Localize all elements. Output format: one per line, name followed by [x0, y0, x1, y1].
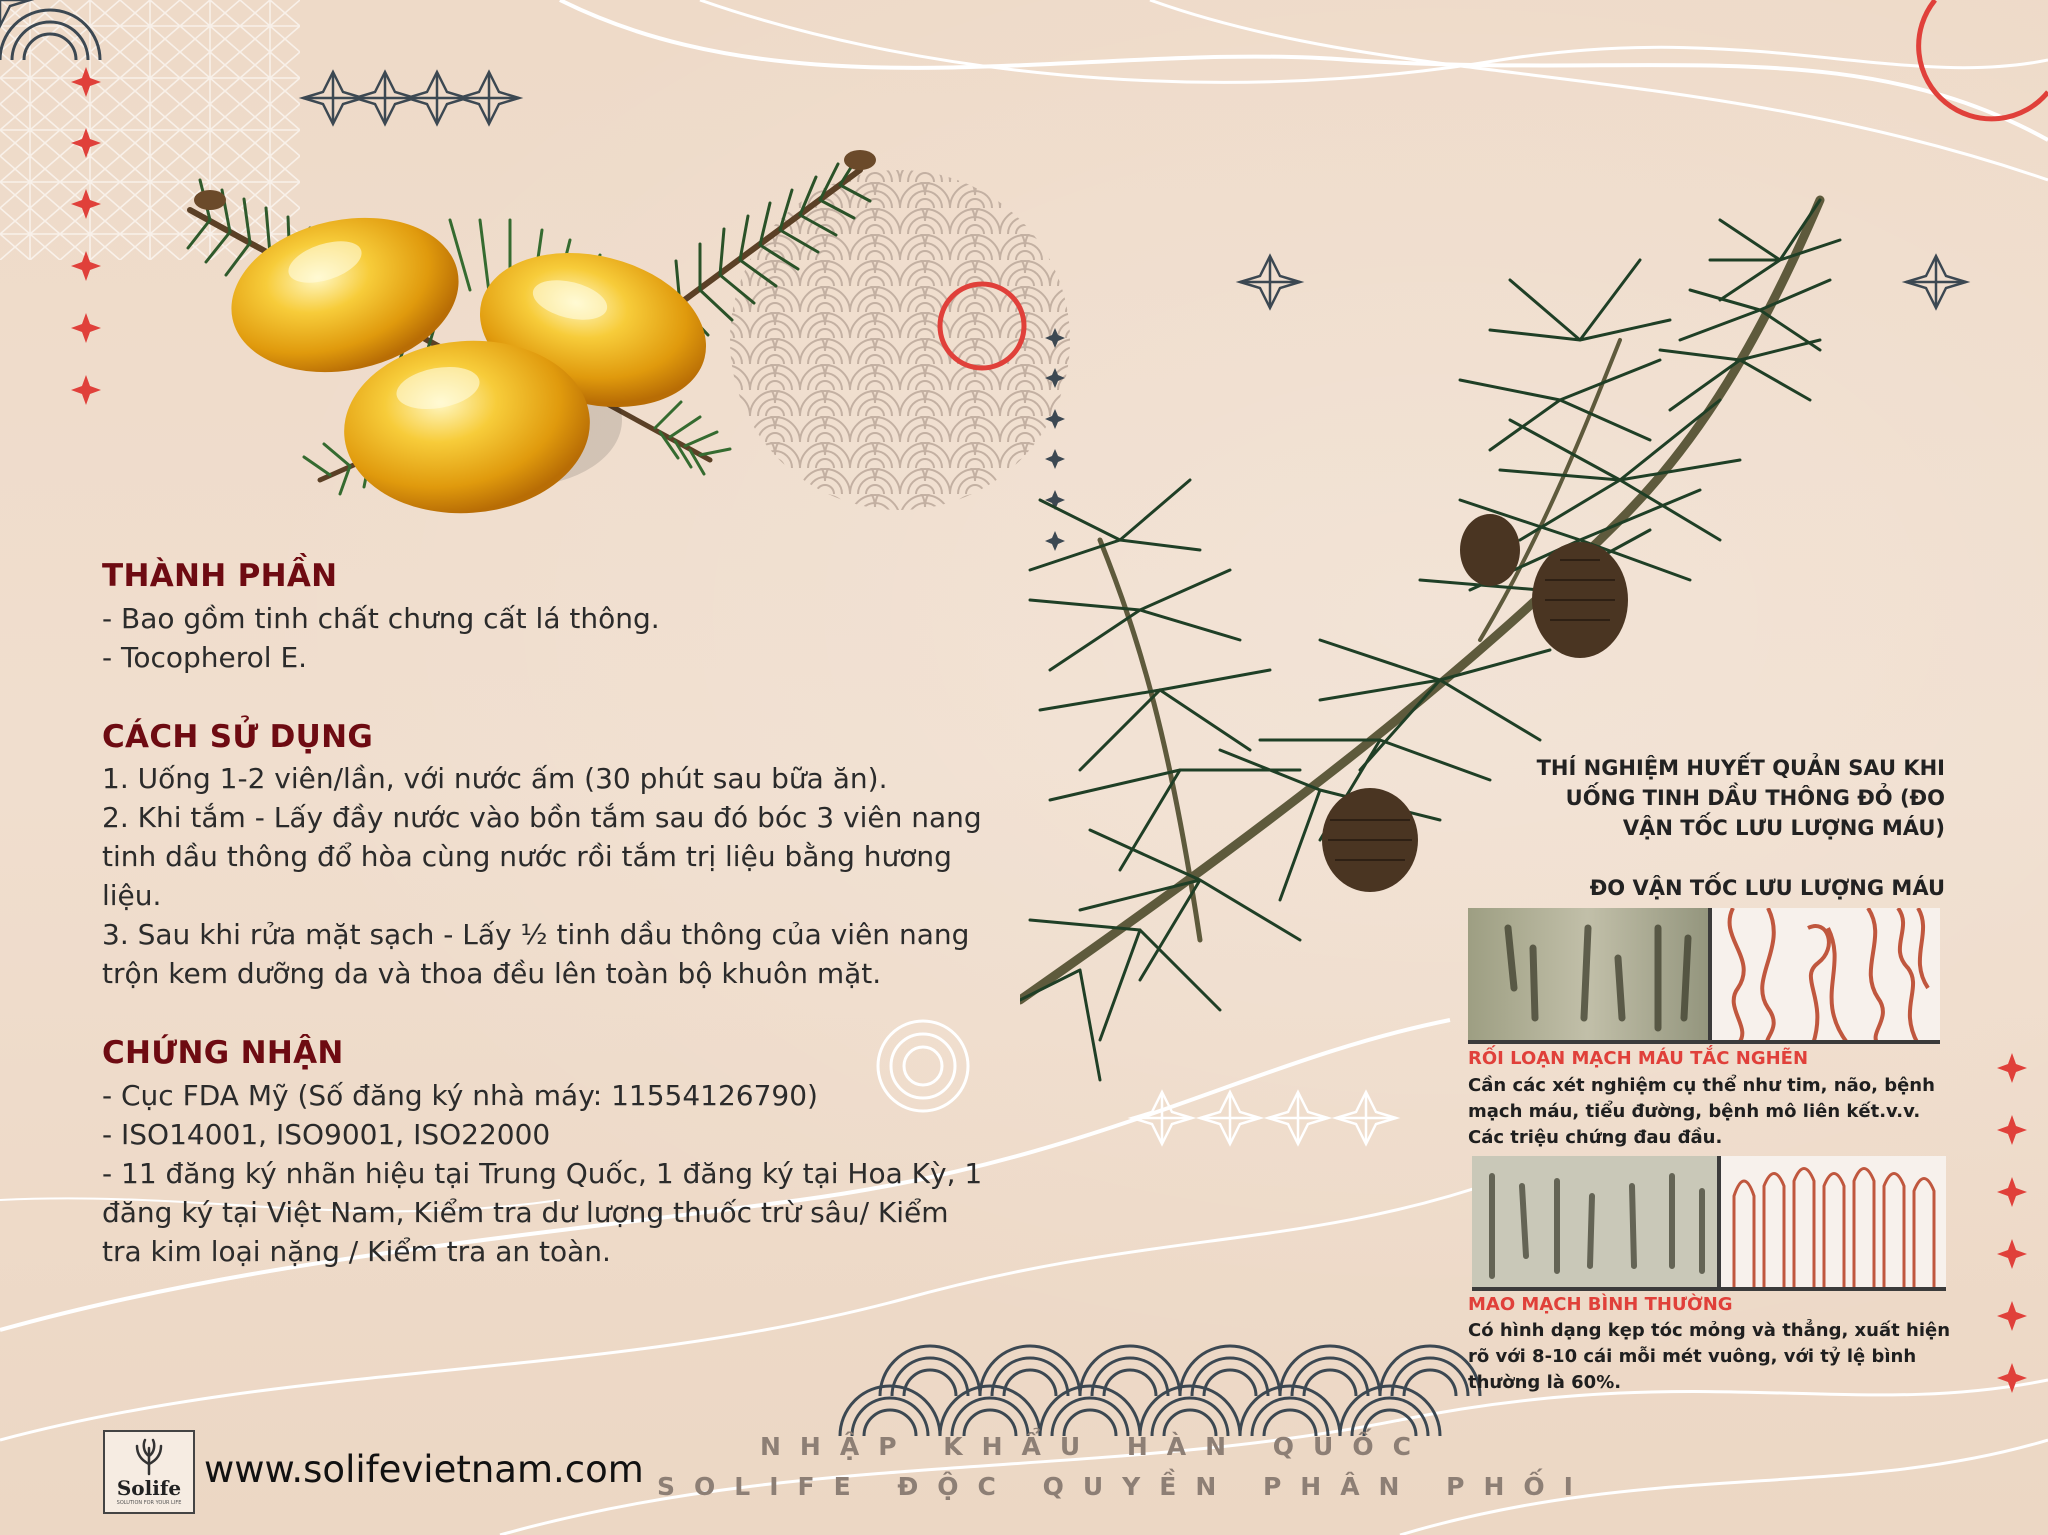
description-line: Cần các xét nghiệm cụ thể như tim, não, bệnh	[1468, 1075, 1935, 1096]
description-line: Có hình dạng kẹp tóc mỏng và thẳng, xuất hiện	[1468, 1320, 1951, 1341]
usage-line: 1. Uống 1-2 viên/lần, với nước ấm (30 phút sau bữa ăn).	[102, 762, 888, 795]
logo-tagline: SOLUTION FOR YOUR LIFE	[116, 1500, 182, 1506]
normal-capillary-label: MAO MẠCH BÌNH THƯỜNG	[1468, 1294, 1733, 1315]
usage-line: 2. Khi tắm - Lấy đầy nước vào bồn tắm sau đó bóc 3 viên nang	[102, 801, 982, 834]
certification-heading: CHỨNG NHẬN	[102, 1035, 344, 1071]
certification-line: - ISO14001, ISO9001, ISO22000	[102, 1118, 551, 1151]
certification-line: đăng ký tại Việt Nam, Kiểm tra dư lượng thuốc trừ sâu/ Kiểm	[102, 1196, 949, 1229]
description-line: mạch máu, tiểu đường, bệnh mô liên kết.v.v.	[1468, 1101, 1921, 1122]
ingredients-line: - Bao gồm tinh chất chưng cất lá thông.	[102, 602, 660, 635]
experiment-title	[1537, 753, 1945, 843]
description-line: thường là 60%.	[1468, 1372, 1622, 1393]
logo-text: Solife	[116, 1476, 182, 1500]
tree-logo-icon	[105, 1434, 193, 1478]
distributor-line: SOLIFE ĐỘC QUYỀN PHÂN PHỐI	[657, 1472, 1592, 1501]
blocked-capillary-description	[1468, 1073, 1958, 1151]
usage-line: trộn kem dưỡng da và thoa đều lên toàn bộ khuôn mặt.	[102, 957, 882, 990]
experiment-title-line: THÍ NGHIỆM HUYẾT QUẢN SAU KHI	[1536, 756, 1945, 780]
usage-line: liệu.	[102, 879, 162, 912]
import-line: NHẬP KHẨU HÀN QUỐC	[760, 1432, 1430, 1461]
experiment-subtitle: ĐO VẬN TỐC LƯU LƯỢNG MÁU	[1589, 876, 1945, 900]
certification-line: tra kim loại nặng / Kiểm tra an toàn.	[102, 1235, 611, 1268]
usage-line: 3. Sau khi rửa mặt sạch - Lấy ½ tinh dầu thông của viên nang	[102, 918, 970, 951]
usage-heading: CÁCH SỬ DỤNG	[102, 719, 374, 755]
experiment-title-line: VẬN TỐC LƯU LƯỢNG MÁU)	[1622, 816, 1945, 840]
ingredients-heading: THÀNH PHẦN	[102, 558, 338, 594]
description-line: Các triệu chứng đau đầu.	[1468, 1127, 1723, 1148]
certification-line: - Cục FDA Mỹ (Số đăng ký nhà máy: 11554126790)	[102, 1079, 818, 1112]
experiment-title-line: UỐNG TINH DẦU THÔNG ĐỎ (ĐO	[1565, 786, 1945, 810]
certification-line: - 11 đăng ký nhãn hiệu tại Trung Quốc, 1 đăng ký tại Hoa Kỳ, 1	[102, 1157, 983, 1190]
pine-capsules-illustration	[170, 140, 930, 580]
normal-capillary-description	[1468, 1318, 1958, 1396]
usage-line: tinh dầu thông đổ hòa cùng nước rồi tắm trị liệu bằng hương	[102, 840, 952, 873]
blocked-capillary-label: RỐI LOẠN MẠCH MÁU TẮC NGHẼN	[1468, 1048, 1809, 1069]
normal-capillary-image	[1472, 1156, 1946, 1291]
ingredients-line: - Tocopherol E.	[102, 641, 308, 674]
solife-logo	[103, 1430, 195, 1514]
blocked-capillary-image	[1468, 908, 1940, 1044]
description-line: rõ với 8-10 cái mỗi mét vuông, với tỷ lệ bình	[1468, 1346, 1917, 1367]
website-link[interactable]: www.solifevietnam.com	[204, 1448, 644, 1491]
